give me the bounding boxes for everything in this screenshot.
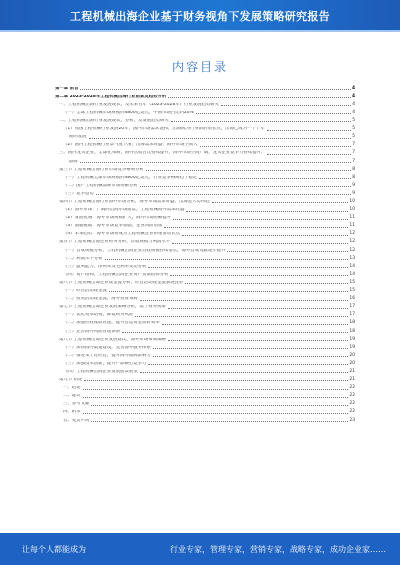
toc-entry-label: 三、国内龙头企业，全球化布局，海外营收占比持续提升，海外市场空间广阔，龙头企业竞争力持续提升， (59, 151, 266, 156)
toc-entry-page: 7 (352, 150, 355, 156)
toc-entry[interactable] (55, 188, 355, 196)
toc-entry[interactable] (55, 237, 355, 245)
toc-entry-page: 15 (349, 288, 355, 294)
toc-entry[interactable] (55, 213, 355, 221)
toc-entry-label: 五、免责声明 (63, 418, 90, 423)
toc-entry-page: 7 (352, 142, 355, 148)
toc-entry[interactable] (55, 83, 355, 91)
footer-slogan: 让每个人都能成为 (22, 545, 86, 554)
report-title: 工程机械出海企业基于财务视角下发展策略研究报告 (70, 10, 330, 23)
toc-entry-page: 22 (349, 393, 355, 399)
dot-leader (227, 251, 348, 252)
toc-entry-page: 12 (349, 231, 355, 237)
toc-entry-page: 14 (349, 263, 355, 269)
dot-leader (212, 202, 349, 203)
toc-entry-label: 一、结论 (63, 386, 81, 391)
toc-entry-label: （2）发展机遇：海外市场规模扩大，海外市场份额提升 (63, 216, 172, 221)
dot-leader (153, 348, 349, 349)
toc-entry[interactable] (55, 132, 355, 140)
toc-entry-page: 9 (352, 182, 355, 188)
toc-entry[interactable] (55, 334, 355, 342)
dot-leader (148, 267, 348, 268)
dot-leader (173, 219, 348, 220)
toc-entry-page: 4 (351, 85, 355, 91)
toc-entry-label: 第五节 工程机械出海企业财务分析，营收规模与利润水平 (59, 240, 171, 245)
table-of-contents (55, 83, 355, 423)
dot-leader (135, 316, 348, 317)
dot-leader (83, 413, 349, 414)
toc-entry-label: （二）推进本土化经营，提升海外品牌影响力 (63, 353, 151, 358)
toc-entry[interactable] (55, 245, 355, 253)
toc-entry-label: 第四节 工程机械出海行业海外市场分析，海外市场需求旺盛，出海是大势所趋 (59, 200, 210, 204)
toc-entry-label: 第一章 前言 (55, 86, 79, 91)
toc-entry[interactable] (55, 415, 355, 423)
toc-entry-label: （一）经营活动现金流 (63, 289, 107, 294)
toc-entry[interactable] (55, 221, 355, 229)
dot-leader (140, 300, 349, 301)
toc-entry-page: 4 (352, 101, 355, 107)
toc-entry[interactable] (55, 366, 355, 374)
toc-entry-label: （一）优化资本结构，降低财务风险 (63, 313, 134, 318)
toc-entry-page: 20 (349, 360, 355, 366)
dot-leader (267, 130, 352, 131)
dot-leader (171, 121, 351, 122)
toc-entry-label: （二）利润水平分析 (63, 256, 103, 261)
toc-entry[interactable] (55, 156, 355, 164)
toc-entry[interactable] (55, 285, 355, 293)
dot-leader (83, 397, 349, 398)
dot-leader (105, 259, 349, 260)
toc-entry-label: 第三节 工程机械出海行业市场竞争格局分析 (59, 167, 144, 172)
dot-leader (196, 113, 352, 114)
toc-entry-label: （三）盈利能力，净利率及毛利率变动分析 (63, 264, 147, 269)
toc-entry[interactable] (55, 123, 355, 131)
toc-entry[interactable] (55, 172, 355, 180)
toc-entry-label: （三）竞争态势 (63, 191, 94, 196)
toc-entry[interactable] (55, 140, 355, 148)
dot-leader (83, 389, 349, 390)
toc-entry-page: 13 (349, 255, 355, 261)
toc-entry-page: 5 (352, 126, 355, 132)
toc-entry-label: （二）投资活动现金流，海外投资布局 (63, 297, 138, 302)
toc-entry-label: 一、工程机械出海行业发展现状，及未来五年（2023-2028年）行业发展趋势研究 (59, 102, 220, 107)
toc-entry-label: （一）全球工程机械市场规模约4800亿美元，中国市场占比约20% (63, 110, 194, 115)
dot-leader (146, 170, 351, 171)
dot-leader (267, 154, 351, 155)
dot-leader (96, 194, 351, 195)
toc-entry-label: （2）国内工程机械行业景气度下滑，出海需求旺盛，海外市场空间大 (63, 143, 198, 148)
dot-leader (186, 211, 348, 212)
dot-leader (80, 89, 350, 90)
toc-entry-page: 9 (352, 190, 355, 196)
dot-leader (109, 291, 348, 292)
toc-entry-page: 21 (349, 377, 355, 383)
footer-banner (0, 533, 400, 565)
dot-leader (148, 364, 348, 365)
dot-leader (170, 275, 348, 276)
dot-leader (91, 405, 348, 406)
dot-leader (140, 372, 349, 373)
toc-entry[interactable] (55, 99, 355, 107)
toc-entry-page: 22 (349, 385, 355, 391)
toc-entry-page: 19 (349, 344, 355, 350)
toc-entry-label: （二）加强应收账款管理，提升营运资金周转效率 (63, 321, 160, 326)
toc-entry[interactable] (55, 399, 355, 407)
toc-entry[interactable] (55, 115, 355, 123)
toc-entry-page: 22 (349, 401, 355, 407)
dot-leader (221, 105, 351, 106)
dot-leader (185, 283, 348, 284)
toc-entry-page: 22 (349, 409, 355, 415)
toc-entry-label: （1）海外市场：广阔的出海市场前景，工程机械海外需求旺盛 (63, 208, 185, 213)
dot-leader (80, 162, 351, 163)
toc-entry-page: 8 (352, 174, 355, 180)
toc-entry-page: 16 (349, 296, 355, 302)
toc-entry-label: 四、附录 (63, 410, 81, 415)
toc-entry[interactable] (55, 107, 355, 115)
toc-entry-label: （二）国产工程机械品牌市场份额分析 (63, 183, 138, 188)
header-banner (0, 0, 400, 30)
toc-entry-page: 4 (351, 93, 355, 99)
toc-entry-page: 14 (349, 271, 355, 277)
toc-entry-label: 三、参考文献 (63, 402, 90, 407)
dot-leader (200, 146, 352, 147)
toc-entry-page: 7 (352, 158, 355, 164)
toc-entry[interactable] (55, 261, 355, 269)
toc-entry-page: 12 (349, 239, 355, 245)
toc-entry-label: （1）我国工程机械行业发展20年，国内市场需求饱和，出海成为行业新的增长点，出海已成为一个十年 (63, 127, 265, 132)
toc-entry-page: 18 (349, 320, 355, 326)
toc-entry-label: 品牌 (69, 159, 78, 164)
toc-entry[interactable] (55, 407, 355, 415)
toc-entry-page: 20 (349, 352, 355, 358)
toc-entry-label: （一）营收规模分析，工程机械出海企业营收规模持续增长，海外营收贡献逐年提升 (63, 248, 226, 253)
toc-entry-label: （四）工程机械出海企业发展前景展望 (63, 369, 138, 374)
dot-leader (168, 308, 349, 309)
dot-leader (89, 138, 352, 139)
toc-entry[interactable] (55, 374, 355, 382)
toc-heading: 内容目录 (171, 60, 228, 74)
toc-entry-label: 第八节 工程机械出海企业发展建议，海外市场布局策略 (59, 337, 166, 342)
toc-entry[interactable] (55, 204, 355, 212)
toc-entry-label: 二、建议 (63, 394, 81, 399)
toc-entry[interactable] (55, 350, 355, 358)
toc-entry[interactable] (55, 382, 355, 390)
toc-entry-page: 8 (352, 166, 355, 172)
toc-entry-label: 第二章 2023-2028年工程机械出海行业前景及趋势分析 (55, 94, 167, 99)
toc-entry-label: 第六节 工程机械出海企业现金流分析，经营活动现金流表现良好 (59, 280, 184, 285)
toc-entry-label: （三）加强技术创新，提升产品核心竞争力 (63, 361, 147, 366)
toc-entry-label: 期的发展 (69, 135, 87, 140)
dot-leader (182, 235, 348, 236)
dot-leader (153, 356, 349, 357)
toc-entry[interactable] (55, 164, 355, 172)
toc-entry[interactable] (55, 229, 355, 237)
toc-entry-page: 17 (349, 312, 355, 318)
dot-leader (168, 340, 349, 341)
dot-leader (84, 380, 348, 381)
toc-entry-page: 17 (349, 304, 355, 310)
toc-entry-page: 4 (352, 109, 355, 115)
toc-entry[interactable] (55, 253, 355, 261)
toc-entry-page: 10 (349, 207, 355, 213)
toc-entry[interactable] (55, 326, 355, 334)
toc-entry-page: 10 (349, 199, 355, 204)
dot-leader (164, 227, 348, 228)
toc-entry-page: 11 (349, 215, 355, 221)
toc-entry[interactable] (55, 318, 355, 326)
toc-entry-page: 19 (349, 336, 355, 342)
toc-entry-label: 第七节 工程机械出海企业发展策略分析，基于财务视角 (59, 305, 166, 310)
toc-entry[interactable] (55, 293, 355, 301)
dot-leader (199, 178, 351, 179)
toc-entry-label: （一）工程机械全球市场规模约4800亿美元，行业竞争格局趋于稳定 (63, 175, 198, 180)
dot-leader (91, 421, 348, 422)
toc-entry-page: 21 (349, 368, 355, 374)
dot-leader (168, 97, 351, 98)
dot-leader (172, 243, 348, 244)
toc-entry-page: 12 (349, 247, 355, 253)
toc-entry[interactable] (55, 277, 355, 285)
toc-entry-page: 23 (349, 417, 355, 423)
toc-entry-page: 5 (352, 134, 355, 140)
dot-leader (162, 324, 349, 325)
toc-entry-label: （四）资产结构，工程机械出海企业资产负债结构分析 (63, 272, 169, 277)
toc-entry[interactable] (55, 180, 355, 188)
toc-entry[interactable] (55, 269, 355, 277)
toc-entry-label: （三）完善海外风险管理体系 (63, 329, 121, 334)
toc-entry-label: （3）面临挑战：海外市场竞争加剧，企业风险增加 (63, 224, 163, 229)
toc-entry-page: 5 (352, 118, 355, 124)
toc-entry[interactable] (55, 302, 355, 310)
toc-entry-label: （4）未来趋势：海外市场将成为工程机械企业的重要增长点 (63, 232, 180, 237)
toc-entry[interactable] (55, 148, 355, 156)
toc-entry[interactable] (55, 196, 355, 204)
toc-entry-page: 11 (349, 223, 355, 229)
toc-entry[interactable] (55, 91, 355, 99)
toc-entry-label: （一）加快海外渠道建设，完善海外服务体系 (63, 345, 151, 350)
toc-entry[interactable] (55, 310, 355, 318)
dot-leader (140, 186, 352, 187)
toc-entry-page: 15 (349, 279, 355, 285)
toc-entry-label: 第九节 结论 (59, 378, 83, 383)
toc-entry[interactable] (55, 342, 355, 350)
dot-leader (122, 332, 348, 333)
toc-entry-label: 二、工程机械出海行业发展现状，分析，及发展趋势研究 (59, 119, 169, 124)
toc-entry[interactable] (55, 391, 355, 399)
toc-entry[interactable] (55, 358, 355, 366)
footer-tagline: 行业专家，管理专家，营销专家，战略专家，成功企业家…… (170, 545, 386, 554)
toc-entry-page: 18 (349, 328, 355, 334)
